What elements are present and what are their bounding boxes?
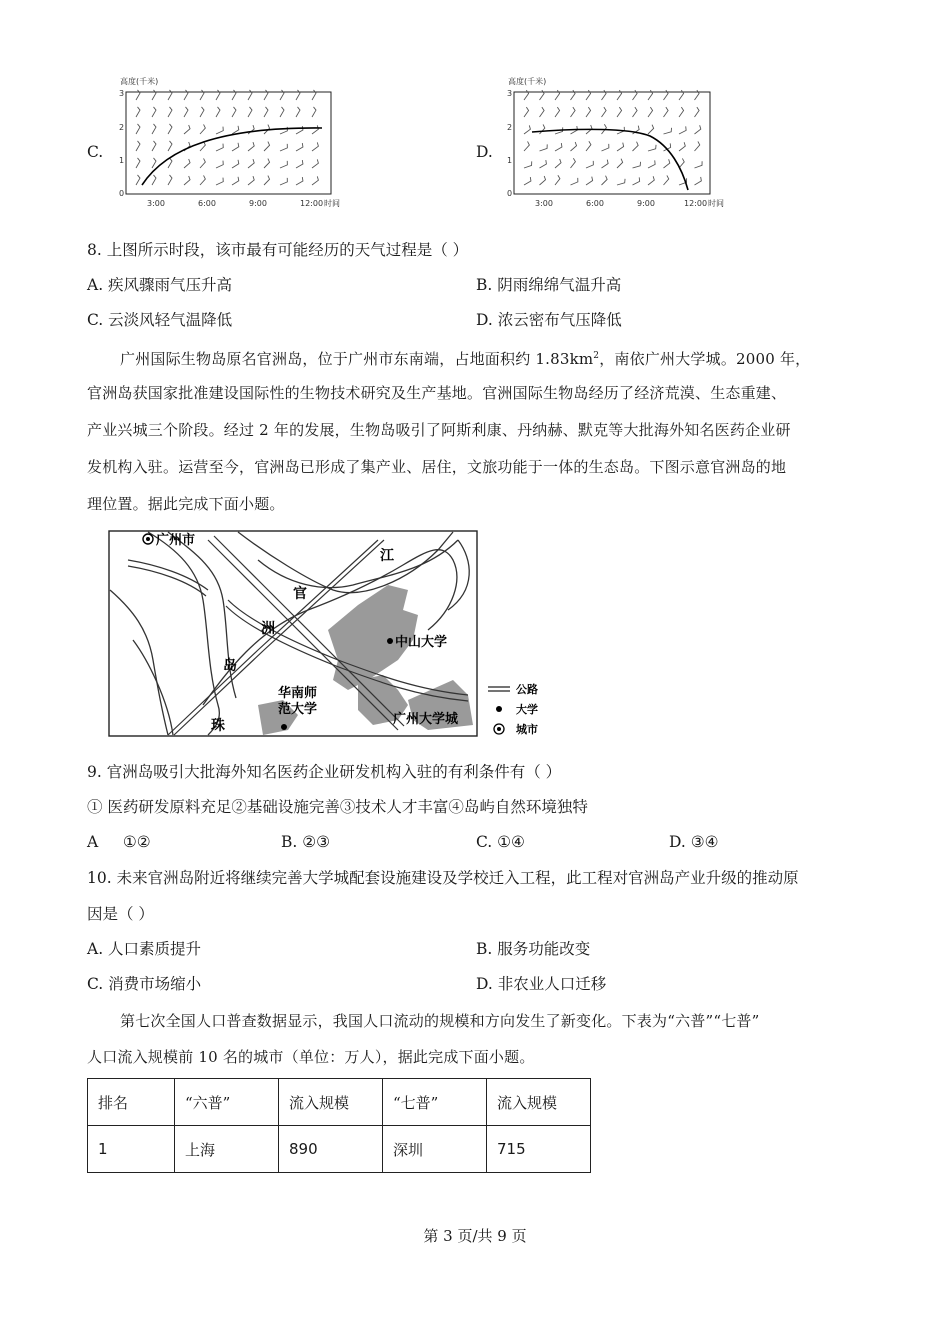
wind-barb-icon: [232, 143, 239, 151]
x-tick: 3:00: [147, 199, 165, 208]
table-cell: 890: [279, 1126, 383, 1173]
q9-option-b[interactable]: B. ②③: [281, 833, 331, 851]
wind-barb-icon: [168, 175, 172, 185]
map-label-guangzhou: 广州市: [156, 533, 196, 548]
q9-conditions: ① 医药研发原料充足②基础设施完善③技术人才丰富④岛屿自然环境独特: [87, 798, 588, 816]
wind-barb-icon: [695, 177, 702, 185]
y-tick: 1: [507, 156, 513, 165]
q8-option-c[interactable]: C. 云淡风轻气温降低: [87, 311, 233, 329]
wind-barb-icon: [571, 178, 578, 185]
wind-barb-icon: [633, 142, 639, 151]
wind-barb-icon: [168, 141, 172, 151]
q10-option-a[interactable]: A. 人口素质提升: [87, 940, 202, 958]
table-cell: 上海: [175, 1126, 279, 1173]
wind-barb-icon: [312, 176, 318, 185]
wind-barb-icon: [152, 124, 156, 134]
boundary-curve: [532, 129, 688, 190]
wind-barb-icon: [602, 107, 607, 117]
map-label-zhongshan: 中山大学: [395, 635, 448, 650]
wind-barb-icon: [540, 160, 547, 168]
table-header-cell: “六普”: [175, 1079, 279, 1126]
wind-barb-icon: [232, 107, 236, 117]
wind-barb-icon: [248, 107, 252, 117]
wind-barb-icon: [296, 126, 303, 134]
wind-barb-icon: [586, 177, 593, 185]
wind-barb-icon: [152, 107, 156, 117]
legend-university-label: 大学: [516, 703, 538, 716]
wind-barb-icon: [168, 124, 172, 134]
wind-barb-icon: [524, 161, 532, 168]
wind-barb-icon: [152, 141, 156, 151]
option-d-label: D.: [476, 143, 493, 161]
table-row: [88, 1126, 591, 1173]
y-tick: 2: [119, 123, 125, 132]
option-c-label: C.: [87, 143, 104, 161]
q10-option-b[interactable]: B. 服务功能改变: [476, 940, 591, 958]
wind-barb-icon: [540, 124, 545, 134]
wind-barb-icon: [200, 175, 205, 185]
q9-stem: 9. 官洲岛吸引大批海外知名医药企业研发机构入驻的有利条件有（ ）: [87, 763, 562, 781]
map-label-jiang: 江: [380, 548, 394, 564]
wind-barb-icon: [200, 90, 204, 100]
q8-option-d[interactable]: D. 浓云密布气压降低: [476, 311, 622, 329]
wind-barb-icon: [184, 125, 190, 134]
wind-barb-icon: [540, 176, 546, 185]
wind-barb-icon: [216, 144, 223, 151]
wind-barb-icon: [586, 107, 591, 117]
q9-option-c[interactable]: C. ①④: [476, 833, 525, 851]
passage1-line4: 发机构入驻。运营至今，官洲岛已形成了集产业、居住，文旅功能于一体的生态岛。下图示意官洲岛的地: [87, 458, 787, 476]
y-axis-label: 高度(千米): [508, 77, 547, 86]
wind-barb-icon: [664, 107, 669, 117]
wind-barb-icon: [617, 159, 623, 168]
wind-barb-icon: [296, 143, 303, 151]
page-footer: 第 3 页/共 9 页: [423, 1227, 527, 1245]
table-header-cell: 流入规模: [487, 1079, 591, 1126]
wind-barb-icon: [264, 176, 270, 185]
wind-barb-icon: [168, 107, 172, 117]
map-label-zhu: 珠: [211, 718, 225, 734]
wind-barb-icon: [248, 176, 254, 185]
wind-barb-icon: [264, 142, 270, 151]
passage1-line1: 广州国际生物岛原名官洲岛，位于广州市东南端，占地面积约 $1.83km^2$，南依广州大学城。2000 年，: [120, 350, 811, 368]
y-tick: 0: [119, 189, 125, 198]
wind-barb-icon: [695, 107, 700, 117]
wind-barb-icon: [264, 107, 268, 117]
chart-frame: [126, 92, 331, 194]
x-tick: 12:00: [684, 199, 708, 208]
map-label-zhou: 洲: [261, 621, 275, 637]
q9-option-a[interactable]: A ①②: [87, 833, 151, 851]
wind-barb-icon: [664, 128, 672, 134]
wind-barb-icon: [312, 107, 316, 117]
wind-barb-icon: [296, 90, 300, 100]
wind-barb-icon: [617, 143, 624, 151]
wind-barb-icon: [312, 90, 316, 100]
population-table: [87, 1078, 591, 1173]
y-tick: 3: [119, 89, 125, 98]
wind-barb-icon: [296, 177, 303, 185]
table-header-cell: 流入规模: [279, 1079, 383, 1126]
passage1-line3: 产业兴城三个阶段。经过 2 年的发展，生物岛吸引了阿斯利康、丹纳赫、默克等大批海外知名医药企业研: [87, 421, 791, 439]
wind-barb-icon: [216, 107, 220, 117]
wind-barb-icon: [571, 158, 576, 168]
q10-option-d[interactable]: D. 非农业人口迁移: [476, 975, 607, 993]
wind-barb-icon: [232, 90, 236, 100]
wind-barb-icon: [136, 107, 140, 117]
q10-stem-line2: 因是（ ）: [87, 905, 154, 923]
q8-stem: 8. 上图所示时段，该市最有可能经历的天气过程是（ ）: [87, 241, 469, 259]
wind-barb-icon: [586, 141, 591, 151]
wind-chart-c: [112, 72, 352, 212]
wind-barb-icon: [152, 175, 156, 185]
table-cell: 深圳: [383, 1126, 487, 1173]
wind-barb-icon: [679, 126, 686, 134]
wind-barb-icon: [184, 176, 190, 185]
wind-barb-icon: [648, 176, 654, 185]
x-tick: 12:00: [300, 199, 324, 208]
x-tick: 9:00: [637, 199, 655, 208]
wind-barb-icon: [555, 159, 561, 168]
wind-barb-icon: [200, 124, 205, 134]
wind-barb-icon: [648, 125, 654, 134]
wind-barb-icon: [280, 178, 287, 185]
wind-barb-icon: [136, 141, 140, 151]
table-header-row: [88, 1079, 591, 1126]
wind-barb-icon: [216, 90, 220, 100]
wind-barb-icon: [216, 178, 223, 185]
y-tick: 0: [507, 189, 513, 198]
wind-barb-icon: [524, 107, 529, 117]
wind-barb-icon: [617, 179, 625, 185]
map-label-dao: 岛: [223, 658, 237, 674]
map-label-university-city: 广州大学城: [393, 712, 459, 727]
wind-barb-icon: [602, 144, 609, 151]
wind-barb-icon: [312, 142, 318, 151]
wind-barb-icon: [216, 161, 223, 168]
wind-barb-icon: [648, 160, 655, 168]
wind-barb-icon: [664, 159, 670, 168]
wind-barb-icon: [136, 175, 140, 185]
wind-barb-icon: [679, 107, 684, 117]
legend-city-label: 城市: [516, 723, 538, 736]
passage1-line2: 官洲岛获国家批准建设国际性的生物技术研究及生产基地。官洲国际生物岛经历了经济荒漠、生态重建、: [87, 384, 787, 402]
wind-barb-icon: [232, 160, 239, 168]
wind-barb-icon: [184, 107, 188, 117]
boundary-curve: [142, 128, 322, 185]
wind-barb-icon: [648, 107, 653, 117]
wind-barb-icon: [248, 142, 254, 151]
wind-barb-icon: [136, 124, 140, 134]
wind-barb-icon: [524, 177, 531, 185]
wind-barb-icon: [264, 159, 270, 168]
wind-barb-icon: [571, 107, 576, 117]
x-axis-label: 时间: [324, 199, 340, 208]
wind-barb-icon: [695, 125, 701, 134]
map-label-guan: 官: [293, 586, 307, 602]
wind-barb-icon: [633, 107, 638, 117]
wind-barb-icon: [633, 177, 640, 185]
table-header-cell: “七普”: [383, 1079, 487, 1126]
wind-barb-icon: [602, 160, 609, 168]
table-header-cell: 排名: [88, 1079, 175, 1126]
wind-barb-icon: [617, 107, 622, 117]
table-cell: 715: [487, 1126, 591, 1173]
wind-barb-icon: [280, 90, 284, 100]
wind-barb-icon: [555, 175, 560, 185]
map-label-huanan-2: 范大学: [278, 702, 318, 717]
wind-barb-icon: [524, 141, 529, 151]
passage2-line2: 人口流入规模前 10 名的城市（单位：万人），据此完成下面小题。: [87, 1048, 535, 1066]
map-label-huanan-1: 华南师: [278, 686, 318, 701]
wind-barb-icon: [264, 90, 268, 100]
wind-barb-icon: [695, 141, 700, 151]
chart-frame: [514, 92, 710, 194]
wind-chart-d: [500, 72, 740, 212]
y-tick: 3: [507, 89, 513, 98]
university-marker-icon: [281, 724, 287, 730]
wind-barb-icon: [312, 125, 318, 134]
y-tick: 2: [507, 123, 513, 132]
wind-barb-icon: [280, 107, 284, 117]
table-cell: 1: [88, 1126, 175, 1173]
wind-barb-icon: [168, 90, 172, 100]
wind-barb-icon: [200, 107, 204, 117]
wind-barb-icon: [555, 143, 562, 151]
wind-barb-icon: [136, 158, 140, 168]
wind-barb-icon: [586, 161, 593, 168]
y-tick: 1: [119, 156, 125, 165]
wind-barb-icon: [152, 158, 156, 168]
wind-barb-icon: [184, 90, 188, 100]
wind-barb-icon: [312, 159, 318, 168]
wind-barb-icon: [152, 90, 156, 100]
q8-option-b[interactable]: B. 阴雨绵绵气温升高: [476, 276, 622, 294]
wind-barb-icon: [232, 177, 239, 185]
wind-barb-icon: [679, 142, 685, 151]
wind-barb-icon: [602, 176, 608, 185]
wind-barb-icon: [248, 90, 252, 100]
q10-option-c[interactable]: C. 消费市场缩小: [87, 975, 202, 993]
wind-barb-icon: [280, 161, 287, 168]
wind-barb-icon: [695, 161, 703, 168]
guanzhou-island-map: [108, 530, 548, 740]
university-marker-icon: [387, 638, 393, 644]
q10-stem-line1: 10. 未来官洲岛附近将继续完善大学城配套设施建设及学校迁入工程，此工程对官洲岛产业升级的推动原: [87, 869, 799, 887]
wind-barb-icon: [648, 145, 656, 151]
wind-barb-icon: [200, 158, 205, 168]
y-axis-label: 高度(千米): [120, 77, 159, 86]
wind-barb-icon: [555, 107, 560, 117]
passage2-line1: 第七次全国人口普查数据显示，我国人口流动的规模和方向发生了新变化。下表为“六普”“七普”: [120, 1012, 760, 1030]
wind-barb-icon: [524, 125, 530, 134]
wind-barb-icon: [540, 107, 545, 117]
q8-option-a[interactable]: A. 疾风骤雨气压升高: [87, 276, 233, 294]
legend-university-icon: [496, 706, 502, 712]
map-legend: [488, 682, 538, 736]
wind-barb-icon: [664, 175, 669, 185]
wind-barb-icon: [296, 107, 300, 117]
wind-barb-icon: [571, 142, 577, 151]
x-tick: 6:00: [586, 199, 604, 208]
wind-barb-icon: [248, 159, 254, 168]
x-axis-label: 时间: [708, 199, 724, 208]
wind-barb-icon: [232, 126, 239, 134]
wind-barb-icon: [633, 162, 641, 168]
x-tick: 3:00: [535, 199, 553, 208]
wind-barb-icon: [296, 160, 303, 168]
q9-option-d[interactable]: D. ③④: [669, 833, 719, 851]
x-tick: 6:00: [198, 199, 216, 208]
passage1-line5: 理位置。据此完成下面小题。: [87, 495, 285, 513]
wind-barb-icon: [280, 144, 287, 151]
x-tick: 9:00: [249, 199, 267, 208]
legend-road-label: 公路: [516, 683, 538, 696]
wind-barb-icon: [216, 127, 223, 134]
wind-barb-icon: [136, 90, 140, 100]
wind-barb-icon: [184, 159, 190, 168]
wind-barb-icon: [540, 144, 548, 151]
